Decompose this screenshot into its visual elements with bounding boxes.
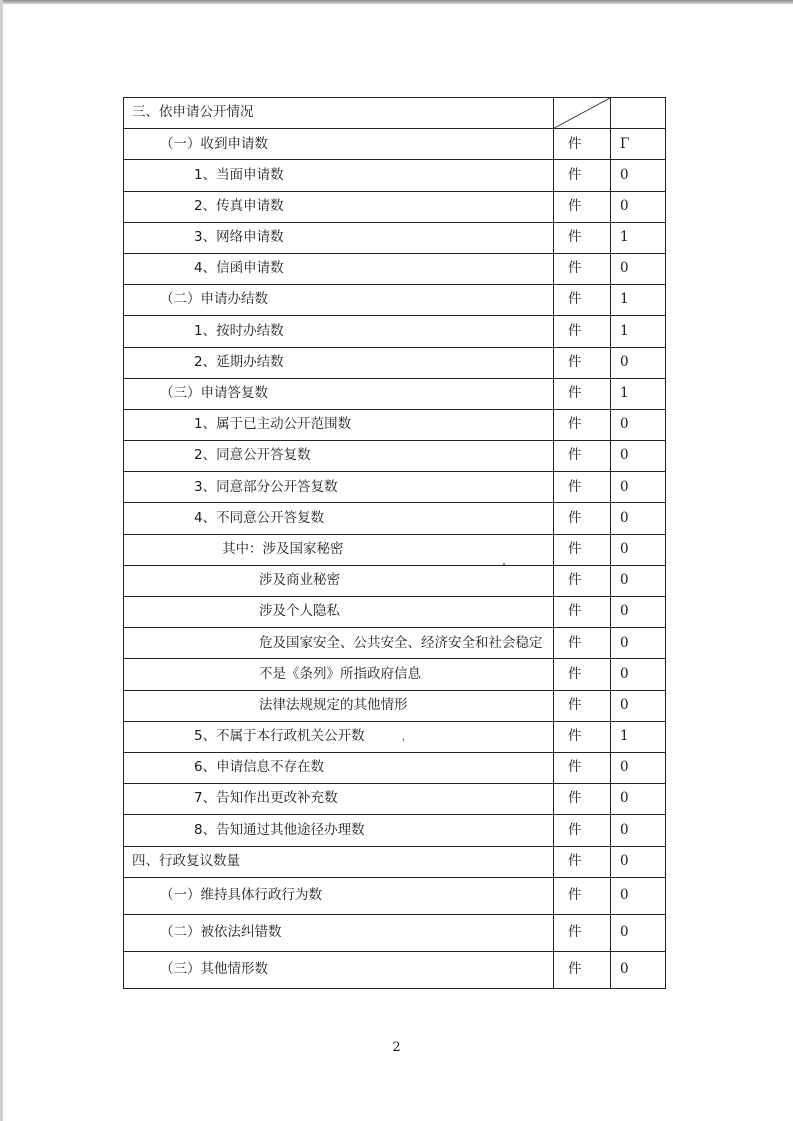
table-row: [124, 129, 666, 160]
table-row: [124, 160, 666, 191]
unit-cell: 件: [554, 285, 611, 316]
row-label: 其中：涉及国家秘密: [124, 534, 554, 565]
unit-cell: 件: [554, 951, 611, 988]
row-label: 7、告知作出更改补充数: [124, 784, 554, 815]
row-label: 1、属于已主动公开范围数: [124, 409, 554, 440]
unit-cell: 件: [554, 628, 611, 659]
unit-cell: 件: [554, 441, 611, 472]
row-label: （三）其他情形数: [124, 951, 554, 988]
unit-cell: 件: [554, 565, 611, 596]
diagonal-slash-icon: [554, 98, 610, 128]
scan-edge-left: [0, 0, 3, 1121]
unit-cell: 件: [554, 690, 611, 721]
value-cell: 0: [611, 914, 666, 951]
table-row: [124, 98, 666, 129]
table-row: [124, 752, 666, 783]
unit-cell: 件: [554, 503, 611, 534]
row-label: 涉及个人隐私: [124, 597, 554, 628]
row-label: 3、同意部分公开答复数: [124, 472, 554, 503]
unit-cell: 件: [554, 784, 611, 815]
unit-cell: 件: [554, 378, 611, 409]
value-cell: 0: [611, 191, 666, 222]
value-cell: 0: [611, 877, 666, 914]
table-row: [124, 659, 666, 690]
value-cell: 1: [611, 222, 666, 253]
row-label: 2、延期办结数: [124, 347, 554, 378]
unit-cell: 件: [554, 191, 611, 222]
table-row: [124, 191, 666, 222]
row-label: 三、依申请公开情况: [124, 98, 554, 129]
value-cell: 1: [611, 378, 666, 409]
value-cell: 0: [611, 597, 666, 628]
row-label: （三）申请答复数: [124, 378, 554, 409]
table-row: [124, 846, 666, 877]
unit-cell: 件: [554, 815, 611, 846]
unit-cell: 件: [554, 316, 611, 347]
table-row: [124, 597, 666, 628]
unit-cell: 件: [554, 222, 611, 253]
table-row: [124, 441, 666, 472]
value-cell: 0: [611, 690, 666, 721]
unit-cell: 件: [554, 877, 611, 914]
value-cell-empty: [611, 98, 666, 129]
unit-cell: 件: [554, 409, 611, 440]
table-row: [124, 914, 666, 951]
row-label: 3、网络申请数: [124, 222, 554, 253]
table-row: [124, 222, 666, 253]
unit-cell: 件: [554, 160, 611, 191]
row-label: 5、不属于本行政机关公开数: [124, 721, 554, 752]
table-row: [124, 877, 666, 914]
value-cell: 0: [611, 628, 666, 659]
unit-cell: 件: [554, 846, 611, 877]
unit-cell: 件: [554, 597, 611, 628]
row-label: （一）维持具体行政行为数: [124, 877, 554, 914]
unit-cell: 件: [554, 721, 611, 752]
row-label: 6、申请信息不存在数: [124, 752, 554, 783]
row-label: 危及国家安全、公共安全、经济安全和社会稳定: [124, 628, 554, 659]
scan-speck: [403, 738, 404, 741]
row-label: 8、告知通过其他途径办理数: [124, 815, 554, 846]
unit-cell-diagonal: [554, 98, 611, 129]
table-row: [124, 721, 666, 752]
value-cell: 0: [611, 951, 666, 988]
scan-speck: [503, 563, 505, 565]
table-row: [124, 409, 666, 440]
table-row: [124, 253, 666, 284]
value-cell: 0: [611, 472, 666, 503]
value-cell: 0: [611, 253, 666, 284]
table-row: [124, 951, 666, 988]
unit-cell: 件: [554, 659, 611, 690]
table-row: [124, 316, 666, 347]
table-row: [124, 347, 666, 378]
value-cell: 0: [611, 347, 666, 378]
value-cell: 0: [611, 815, 666, 846]
value-cell: 0: [611, 846, 666, 877]
table-row: [124, 285, 666, 316]
row-label: 2、传真申请数: [124, 191, 554, 222]
table-row: [124, 565, 666, 596]
row-label: （一）收到申请数: [124, 129, 554, 160]
value-cell: 0: [611, 160, 666, 191]
row-label: 涉及商业秘密: [124, 565, 554, 596]
value-cell: 0: [611, 503, 666, 534]
unit-cell: 件: [554, 129, 611, 160]
row-label: 4、信函申请数: [124, 253, 554, 284]
table-row: [124, 378, 666, 409]
value-cell: 1: [611, 285, 666, 316]
page-number: 2: [392, 1040, 401, 1055]
row-label: 不是《条列》所指政府信息: [124, 659, 554, 690]
value-cell: 0: [611, 409, 666, 440]
row-label: （二）申请办结数: [124, 285, 554, 316]
row-label: 4、不同意公开答复数: [124, 503, 554, 534]
table-row: [124, 503, 666, 534]
unit-cell: 件: [554, 253, 611, 284]
table-row: [124, 784, 666, 815]
value-cell: 0: [611, 534, 666, 565]
value-cell: 0: [611, 565, 666, 596]
unit-cell: 件: [554, 914, 611, 951]
value-cell: 1: [611, 316, 666, 347]
row-label: 1、按时办结数: [124, 316, 554, 347]
value-cell: 0: [611, 752, 666, 783]
row-label: 1、当面申请数: [124, 160, 554, 191]
value-cell: 0: [611, 659, 666, 690]
table-body: [124, 98, 666, 989]
disclosure-statistics-table: [123, 97, 666, 989]
unit-cell: 件: [554, 472, 611, 503]
value-cell: 0: [611, 441, 666, 472]
row-label: 法律法规规定的其他情形: [124, 690, 554, 721]
unit-cell: 件: [554, 534, 611, 565]
row-label: 2、同意公开答复数: [124, 441, 554, 472]
table-row: [124, 472, 666, 503]
unit-cell: 件: [554, 752, 611, 783]
value-cell: 1: [611, 721, 666, 752]
table-row: [124, 628, 666, 659]
row-label: （二）被依法纠错数: [124, 914, 554, 951]
row-label: 四、行政复议数量: [124, 846, 554, 877]
table-row: [124, 534, 666, 565]
value-cell: Γ: [611, 129, 666, 160]
value-cell: 0: [611, 784, 666, 815]
unit-cell: 件: [554, 347, 611, 378]
table-row: [124, 815, 666, 846]
scan-edge-top: [0, 0, 793, 4]
table-row: [124, 690, 666, 721]
